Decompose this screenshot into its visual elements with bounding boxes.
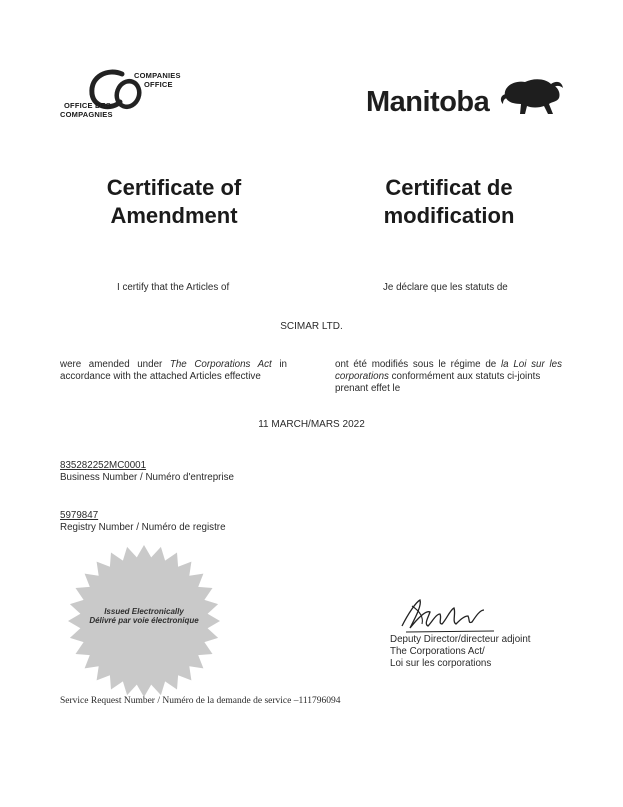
registry-number-label: Registry Number / Numéro de registre xyxy=(60,522,226,533)
amend-en-part-1: were amended under xyxy=(60,359,170,370)
corporation-name: SCIMAR LTD. xyxy=(280,321,343,332)
companies-office-logo xyxy=(60,64,180,126)
bison-icon xyxy=(499,76,565,120)
seal-text-en: Issued Electronically xyxy=(104,607,184,616)
manitoba-wordmark: Manitoba xyxy=(366,86,490,118)
business-number-label: Business Number / Numéro d'entreprise xyxy=(60,472,234,483)
business-number-value: 835282252MC0001 xyxy=(60,460,147,471)
title-french xyxy=(338,174,560,230)
co-logo-fr-line-1: OFFICE DES xyxy=(64,101,112,110)
amend-fr-act: la Loi sur les corporations xyxy=(335,359,563,382)
signature-icon xyxy=(398,596,504,638)
co-logo-en-line-1: COMPANIES xyxy=(134,71,181,80)
co-logo-en-line-2: OFFICE xyxy=(144,80,173,89)
amend-fr-part-1: ont été modifiés sous le régime de xyxy=(335,359,501,370)
title-english xyxy=(70,174,278,230)
co-logo-fr-line-2: COMPAGNIES xyxy=(60,110,113,119)
signatory-title: Deputy Director/directeur adjoint xyxy=(390,634,531,645)
signatory-act-en: The Corporations Act/ xyxy=(390,646,485,657)
amend-fr-part-2: conformément aux statuts ci-joints xyxy=(388,371,541,382)
title-fr-line-2: modification xyxy=(383,203,515,228)
amendment-english xyxy=(60,359,287,383)
title-fr-line-1: Certificat de xyxy=(385,175,513,200)
title-en-line-1: Certificate of xyxy=(106,175,242,200)
amendment-french-line-3: prenant effet le xyxy=(335,383,401,394)
certify-english: I certify that the Articles of xyxy=(117,282,230,293)
signatory-act-fr: Loi sur les corporations xyxy=(390,658,492,669)
service-request-number: Service Request Number / Numéro de la demande de service –111796094 xyxy=(60,696,341,706)
amend-en-act: The Corporations Act xyxy=(169,359,272,370)
effective-date: 11 MARCH/MARS 2022 xyxy=(258,419,365,430)
amendment-french xyxy=(335,359,562,383)
certify-french: Je déclare que les statuts de xyxy=(383,282,508,293)
registry-number-value: 5979847 xyxy=(60,510,99,521)
seal-text-fr: Délivré par voie électronique xyxy=(89,616,199,625)
amend-en-part-2: in accordance with the attached Articles effective xyxy=(60,359,287,382)
title-en-line-2: Amendment xyxy=(110,203,238,228)
